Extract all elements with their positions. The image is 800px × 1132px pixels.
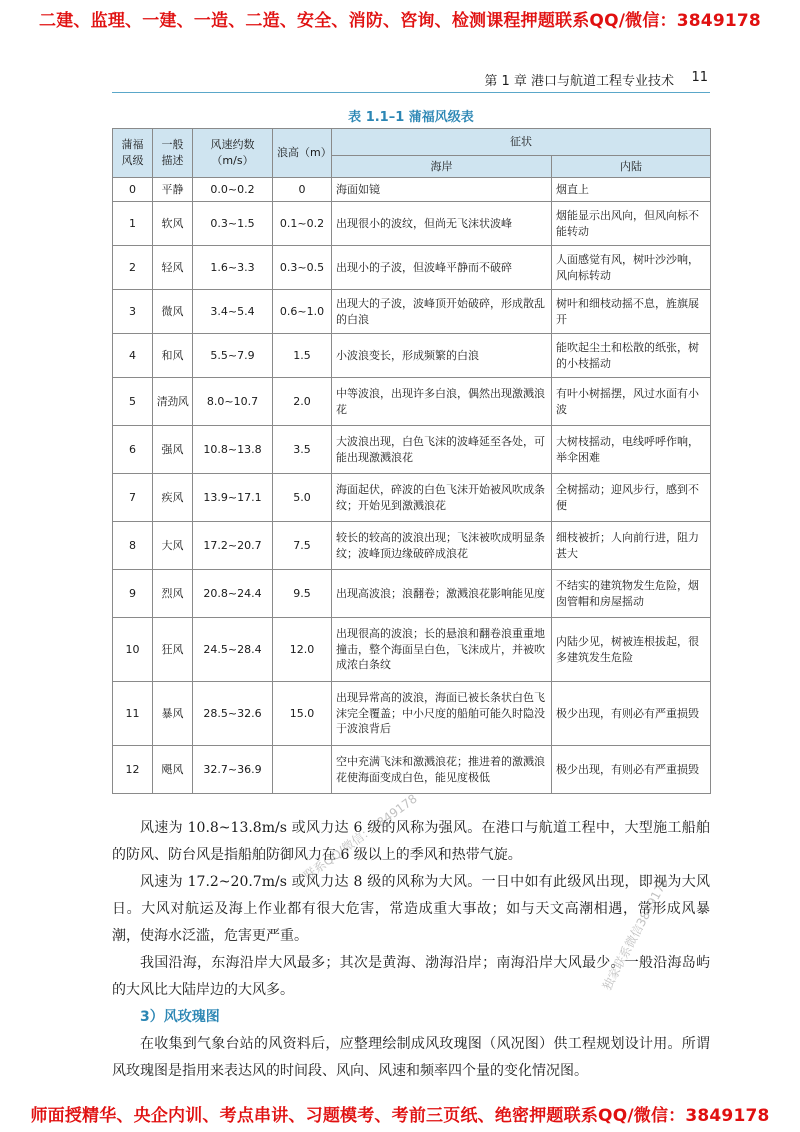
header-wind-speed: 风速约数（m/s） — [193, 129, 273, 178]
table-row — [113, 618, 711, 682]
cell-level: 4 — [113, 334, 153, 378]
header-coast: 海岸 — [332, 156, 552, 178]
cell-wind-speed: 28.5~32.6 — [193, 682, 273, 746]
cell-description: 平静 — [153, 178, 193, 202]
table-row — [113, 290, 711, 334]
cell-wind-speed: 1.6~3.3 — [193, 246, 273, 290]
cell-wave-height: 7.5 — [273, 522, 332, 570]
cell-inland: 有叶小树摇摆，风过水面有小波 — [552, 378, 711, 426]
cell-inland: 全树摇动；迎风步行，感到不便 — [552, 474, 711, 522]
cell-wave-height — [273, 746, 332, 794]
paragraph-gale: 风速为 17.2~20.7m/s 或风力达 8 级的风称为大风。一日中如有此级风出现，即视为大风日。大风对航运及海上作业都有很大危害，常造成重大事故；如与天文高潮相遇，常形成风暴潮，使海水泛滥，危害更严重。 — [112, 874, 710, 944]
top-banner: 二建、监理、一建、一造、二造、安全、消防、咨询、检测课程押题联系QQ/微信：3849178 — [39, 11, 761, 31]
page-number: 11 — [691, 70, 708, 85]
cell-inland: 极少出现，有则必有严重损毁 — [552, 682, 711, 746]
cell-coast: 出现高波浪；浪翻卷；激溅浪花影响能见度 — [332, 570, 552, 618]
cell-description: 疾风 — [153, 474, 193, 522]
cell-wind-speed: 10.8~13.8 — [193, 426, 273, 474]
cell-level: 5 — [113, 378, 153, 426]
cell-inland: 内陆少见，树被连根拔起，很多建筑发生危险 — [552, 618, 711, 682]
cell-description: 和风 — [153, 334, 193, 378]
cell-level: 8 — [113, 522, 153, 570]
table-row — [113, 378, 711, 426]
cell-coast: 出现小的子波，但波峰平静而不破碎 — [332, 246, 552, 290]
cell-description: 狂风 — [153, 618, 193, 682]
cell-inland: 烟能显示出风向，但风向标不能转动 — [552, 202, 711, 246]
table-row — [113, 682, 711, 746]
header-beaufort-level: 蒲福风级 — [113, 129, 153, 178]
table-row — [113, 178, 711, 202]
table-row — [113, 746, 711, 794]
cell-inland: 大树枝摇动，电线呼呼作响，举伞困难 — [552, 426, 711, 474]
paragraph-strong-wind: 风速为 10.8~13.8m/s 或风力达 6 级的风称为强风。在港口与航道工程中，大型施工船舶的防风、防台风是指船舶防御风力在 6 级以上的季风和热带气旋。 — [112, 820, 710, 863]
cell-description: 大风 — [153, 522, 193, 570]
cell-wind-speed: 13.9~17.1 — [193, 474, 273, 522]
cell-description: 微风 — [153, 290, 193, 334]
cell-coast: 较长的较高的波浪出现；飞沫被吹成明显条纹；波峰顶边缘破碎成浪花 — [332, 522, 552, 570]
table-row — [113, 522, 711, 570]
cell-wave-height: 9.5 — [273, 570, 332, 618]
cell-wind-speed: 17.2~20.7 — [193, 522, 273, 570]
cell-wave-height: 0.6~1.0 — [273, 290, 332, 334]
cell-coast: 空中充满飞沫和激溅浪花；推进着的激溅浪花使海面变成白色，能见度极低 — [332, 746, 552, 794]
watermark-vertical: 独家联系微信3849178 — [599, 875, 672, 993]
cell-inland: 细枝被折；人向前行进，阻力甚大 — [552, 522, 711, 570]
cell-wave-height: 1.5 — [273, 334, 332, 378]
cell-wave-height: 12.0 — [273, 618, 332, 682]
table-row — [113, 334, 711, 378]
cell-inland: 不结实的建筑物发生危险，烟囱管帽和房屋摇动 — [552, 570, 711, 618]
beaufort-scale-table — [112, 128, 711, 794]
paragraph-coastal-distribution: 我国沿海，东海沿岸大风最多；其次是黄海、渤海沿岸；南海沿岸大风最少。一般沿海岛屿的大风比大陆岸边的大风多。 — [112, 955, 710, 998]
cell-coast: 海面如镜 — [332, 178, 552, 202]
table-row — [113, 570, 711, 618]
cell-description: 烈风 — [153, 570, 193, 618]
cell-wind-speed: 0.0~0.2 — [193, 178, 273, 202]
cell-wind-speed: 20.8~24.4 — [193, 570, 273, 618]
cell-level: 10 — [113, 618, 153, 682]
cell-inland: 能吹起尘土和松散的纸张，树的小枝摇动 — [552, 334, 711, 378]
cell-inland: 树叶和细枝动摇不息，旌旗展开 — [552, 290, 711, 334]
cell-wind-speed: 3.4~5.4 — [193, 290, 273, 334]
cell-coast: 大波浪出现，白色飞沫的波峰延至各处，可能出现激溅浪花 — [332, 426, 552, 474]
cell-level: 3 — [113, 290, 153, 334]
cell-description: 轻风 — [153, 246, 193, 290]
cell-level: 9 — [113, 570, 153, 618]
cell-wind-speed: 8.0~10.7 — [193, 378, 273, 426]
cell-wind-speed: 0.3~1.5 — [193, 202, 273, 246]
cell-coast: 出现异常高的波浪，海面已被长条状白色飞沫完全覆盖；中小尺度的船舶可能久时隐没于波浪背后 — [332, 682, 552, 746]
cell-coast: 出现很小的波纹，但尚无飞沫状波峰 — [332, 202, 552, 246]
cell-coast: 出现很高的波浪；长的悬浪和翻卷浪重重地撞击，整个海面呈白色，飞沫成片，并被吹成浓白条纹 — [332, 618, 552, 682]
cell-level: 1 — [113, 202, 153, 246]
cell-wave-height: 0.1~0.2 — [273, 202, 332, 246]
cell-wind-speed: 5.5~7.9 — [193, 334, 273, 378]
cell-description: 暴风 — [153, 682, 193, 746]
cell-wind-speed: 32.7~36.9 — [193, 746, 273, 794]
cell-wave-height: 3.5 — [273, 426, 332, 474]
cell-level: 7 — [113, 474, 153, 522]
table-row — [113, 246, 711, 290]
cell-level: 11 — [113, 682, 153, 746]
cell-level: 0 — [113, 178, 153, 202]
paragraph-wind-rose: 在收集到气象台站的风资料后，应整理绘制成风玫瑰图（风况图）供工程规划设计用。所谓风玫瑰图是指用来表达风的时间段、风向、风速和频率四个量的变化情况图。 — [112, 1036, 710, 1079]
cell-level: 6 — [113, 426, 153, 474]
running-head — [112, 70, 710, 93]
table-body — [113, 178, 711, 794]
header-inland: 内陆 — [552, 156, 711, 178]
cell-description: 软风 — [153, 202, 193, 246]
cell-wave-height: 2.0 — [273, 378, 332, 426]
watermark-diagonal: 联系QQ/微信：3849178 — [301, 791, 420, 883]
header-description: 一般描述 — [153, 129, 193, 178]
cell-coast: 海面起伏，碎波的白色飞沫开始被风吹成条纹；开始见到激溅浪花 — [332, 474, 552, 522]
cell-wind-speed: 24.5~28.4 — [193, 618, 273, 682]
bottom-banner: 师面授精华、央企内训、考点串讲、习题模考、考前三页纸、绝密押题联系QQ/微信：3849178 — [30, 1106, 770, 1126]
table-caption: 表 1.1–1 蒲福风级表 — [348, 110, 474, 125]
cell-level: 12 — [113, 746, 153, 794]
cell-description: 清劲风 — [153, 378, 193, 426]
section-heading-wind-rose: 3）风玫瑰图 — [140, 1009, 220, 1025]
cell-level: 2 — [113, 246, 153, 290]
table-row — [113, 426, 711, 474]
chapter-title: 第 1 章 港口与航道工程专业技术 — [484, 74, 674, 89]
cell-description: 强风 — [153, 426, 193, 474]
cell-inland: 极少出现，有则必有严重损毁 — [552, 746, 711, 794]
cell-wave-height: 0 — [273, 178, 332, 202]
cell-coast: 小波浪变长，形成频繁的白浪 — [332, 334, 552, 378]
cell-wave-height: 15.0 — [273, 682, 332, 746]
cell-inland: 人面感觉有风，树叶沙沙响，风向标转动 — [552, 246, 711, 290]
table-row — [113, 474, 711, 522]
cell-wave-height: 0.3~0.5 — [273, 246, 332, 290]
body-text — [112, 815, 710, 1085]
cell-coast: 出现大的子波，波峰顶开始破碎，形成散乱的白浪 — [332, 290, 552, 334]
cell-inland: 烟直上 — [552, 178, 711, 202]
header-wave-height: 浪高（m） — [273, 129, 332, 178]
cell-description: 飓风 — [153, 746, 193, 794]
header-signs: 征状 — [332, 129, 711, 156]
cell-wave-height: 5.0 — [273, 474, 332, 522]
cell-coast: 中等波浪，出现许多白浪，偶然出现激溅浪花 — [332, 378, 552, 426]
table-row — [113, 202, 711, 246]
